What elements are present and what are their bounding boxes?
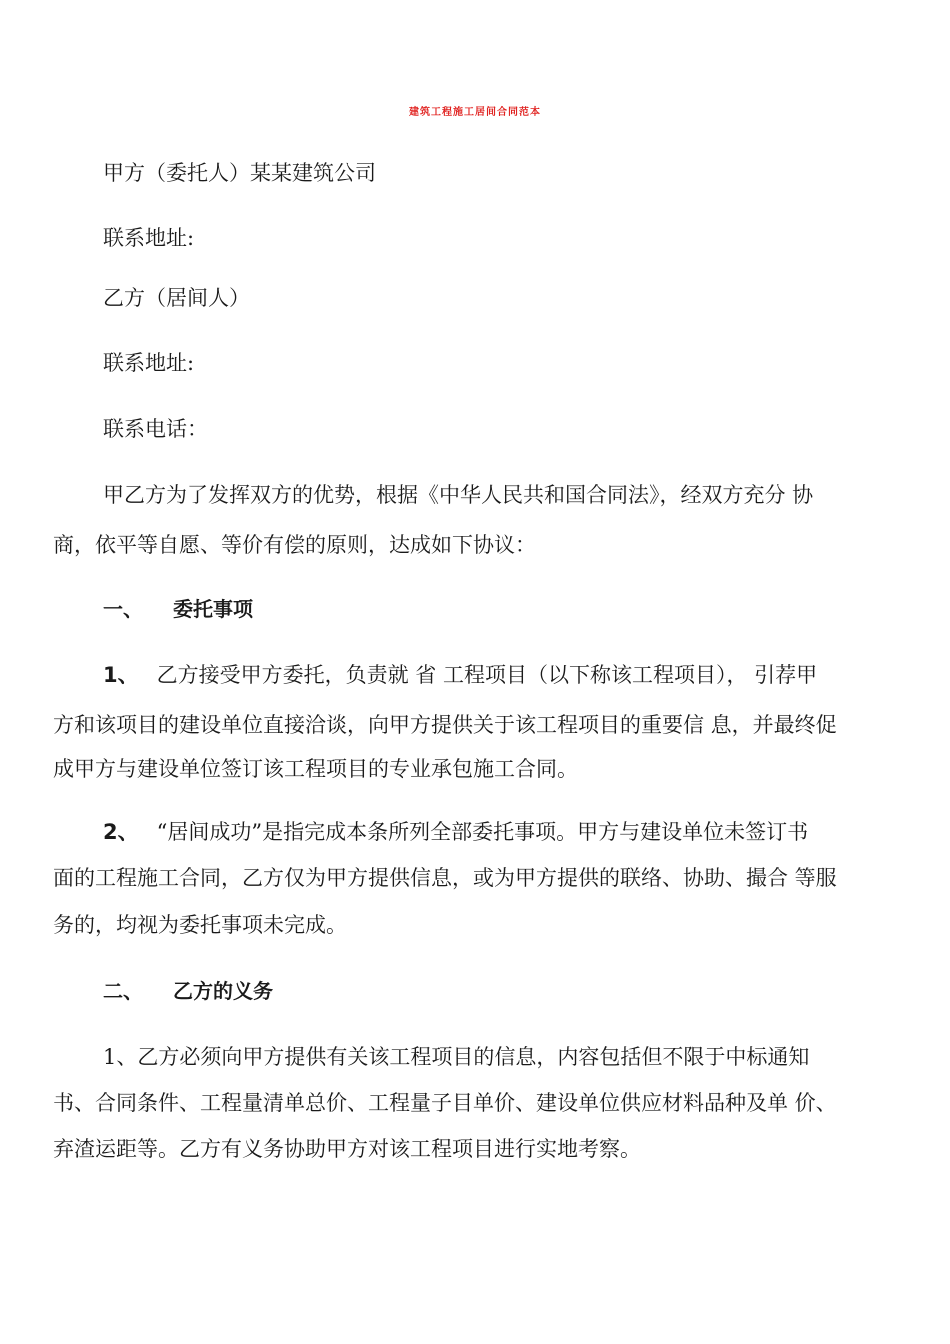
contact-phone: 联系电话： <box>103 417 208 441</box>
section-2-item-1-line-2: 书、合同条件、工程量清单总价、工程量子目单价、建设单位供应材料品种及单 价、 <box>53 1091 837 1115</box>
section-1-item-2-line-2: 面的工程施工合同，乙方仅为甲方提供信息，或为甲方提供的联络、协助、撮合 等服 <box>53 866 837 890</box>
party-b-address: 联系地址: <box>103 351 195 375</box>
section-1-item-2-line-3: 务的，均视为委托事项未完成。 <box>53 913 347 937</box>
party-b-line: 乙方（居间人） <box>103 286 250 310</box>
section-1-item-1-line-1 <box>103 659 817 691</box>
section-2-number: 二、 <box>103 979 143 1003</box>
section-1-heading <box>103 593 403 625</box>
item-number: 1、 <box>103 663 139 687</box>
item-text: 乙方接受甲方委托，负责就 省 工程项目（以下称该工程项目）， 引荐甲 <box>156 663 818 687</box>
party-a-line: 甲方（委托人）某某建筑公司 <box>103 161 376 185</box>
document-title: 建筑工程施工居间合同范本 <box>409 107 541 118</box>
item-text: “居间成功”是指完成本条所列全部委托事项。甲方与建设单位未签订书 <box>156 820 809 844</box>
preamble-line-2: 商，依平等自愿、等价有偿的原则，达成如下协议： <box>53 533 536 557</box>
section-1-title: 委托事项 <box>173 597 253 621</box>
preamble-line-1: 甲乙方为了发挥双方的优势，根据《中华人民共和国合同法》，经双方充分 协 <box>103 483 814 507</box>
party-a-address: 联系地址: <box>103 226 195 250</box>
section-2-title: 乙方的义务 <box>173 979 273 1003</box>
section-2-item-1-line-1: 1、乙方必须向甲方提供有关该工程项目的信息，内容包括但不限于中标通知 <box>103 1045 810 1069</box>
section-1-item-1-line-2: 方和该项目的建设单位直接洽谈，向甲方提供关于该工程项目的重要信 息，并最终促 <box>53 713 837 737</box>
section-2-item-1-line-3: 弃渣运距等。乙方有义务协助甲方对该工程项目进行实地考察。 <box>53 1137 641 1161</box>
section-1-item-2-line-1 <box>103 816 808 848</box>
section-1-number: 一、 <box>103 597 143 621</box>
section-2-heading <box>103 975 403 1007</box>
item-number: 2、 <box>103 820 139 844</box>
section-1-item-1-line-3: 成甲方与建设单位签订该工程项目的专业承包施工合同。 <box>53 757 578 781</box>
